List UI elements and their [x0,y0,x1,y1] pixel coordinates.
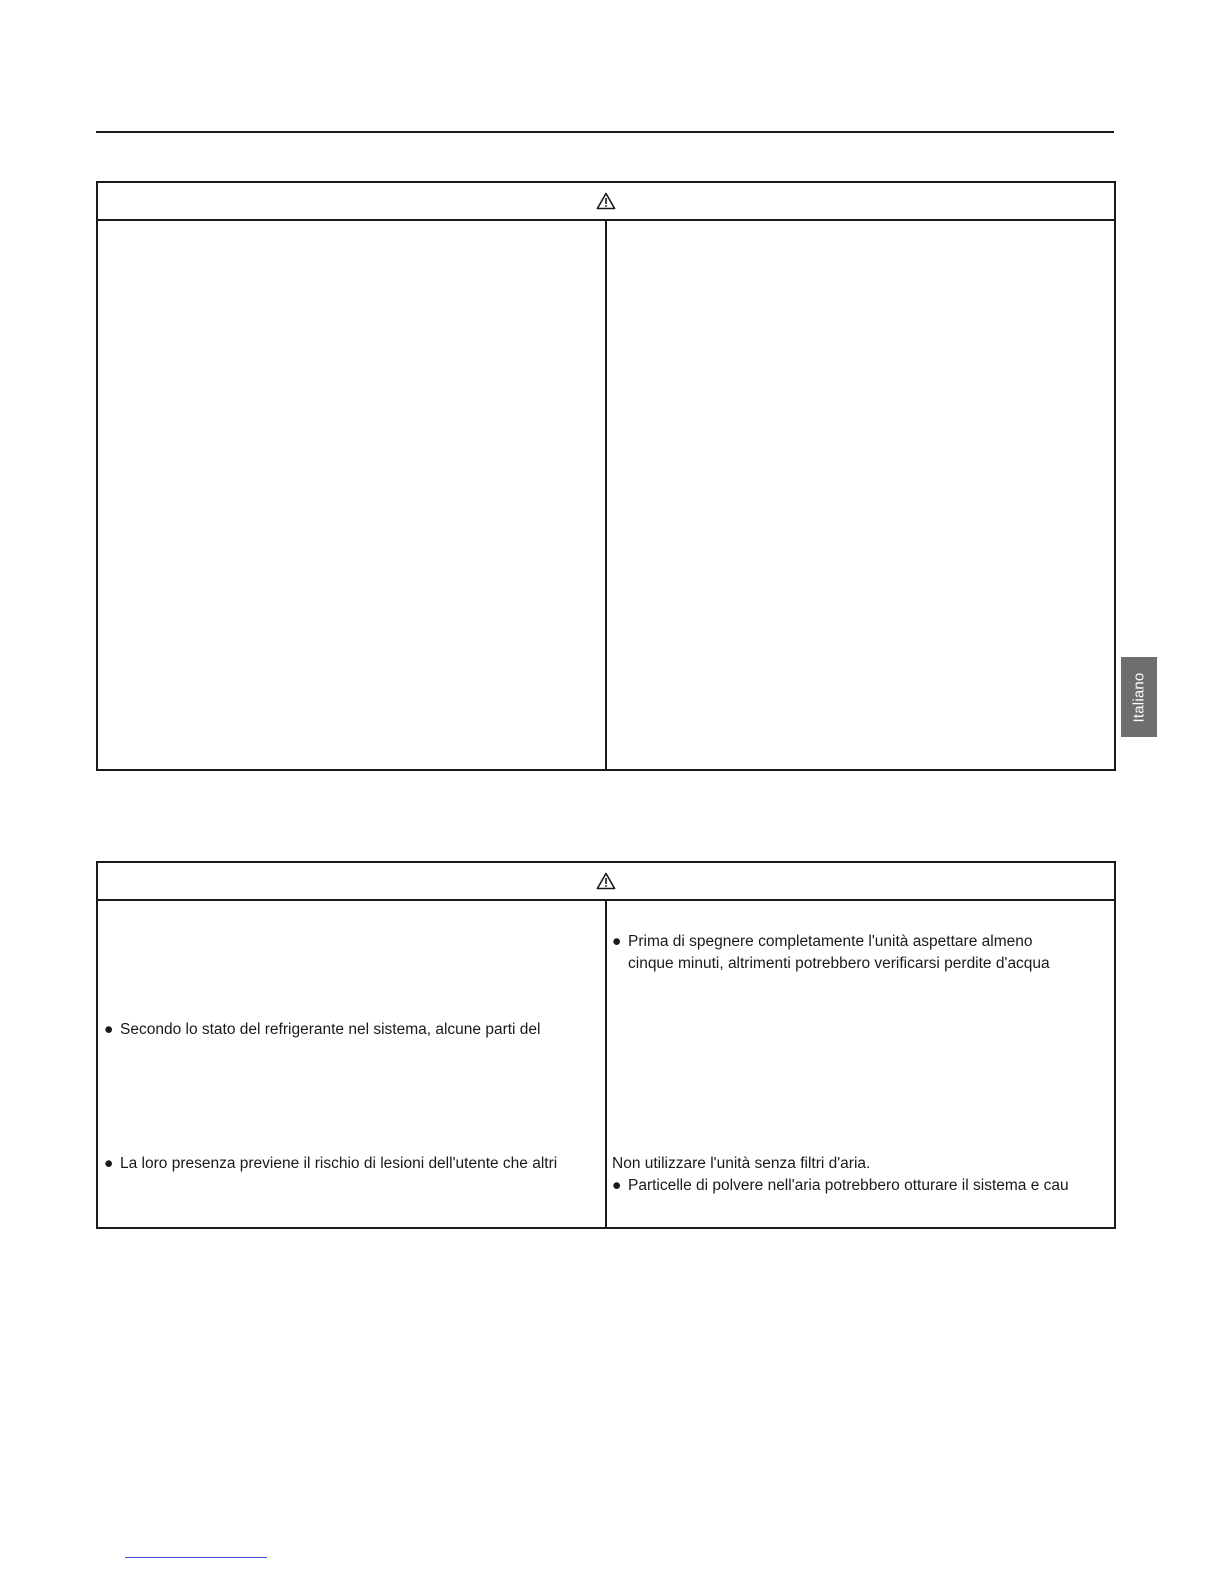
right-bullet-text-line1: Prima di spegnere completamente l'unità aspettare almeno [628,933,1033,950]
right-bullet-text: Particelle di polvere nell'aria potrebbero otturare il sistema e cau [628,1177,1069,1194]
right-note: Non utilizzare l'unità senza filtri d'aria. [612,1155,871,1172]
left-bullet-text: Secondo lo stato del refrigerante nel sistema, alcune parti del [120,1021,541,1038]
bullet-marker: ● [612,1177,622,1194]
language-tab[interactable] [1121,657,1157,737]
footer-link-underline[interactable] [125,1557,267,1558]
bullet-marker: ● [104,1155,114,1172]
warning-table-1 [96,181,1116,771]
bullet-marker: ● [104,1021,114,1038]
warning-table-1-header [98,183,1114,221]
warning-table-1-body [98,221,1114,769]
left-bullet-item [104,1153,557,1175]
header-rule [96,131,1114,133]
warning-table-2 [96,861,1116,1229]
column-divider [605,901,607,1227]
right-bullet-item [612,931,1032,953]
language-tab-label: Italiano [1130,672,1148,722]
bullet-marker: ● [612,933,622,950]
column-divider [605,221,607,769]
left-bullet-item [104,1019,540,1041]
warning-table-2-body [98,901,1114,1227]
right-bullet-text-line2: cinque minuti, altrimenti potrebbero verificarsi perdite d'acqua [628,955,1050,972]
right-bullet-item [612,1175,1069,1197]
left-bullet-text: La loro presenza previene il rischio di lesioni dell'utente che altri [120,1155,558,1172]
warning-triangle-icon [596,872,616,890]
warning-triangle-icon [596,192,616,210]
warning-table-2-header [98,863,1114,901]
